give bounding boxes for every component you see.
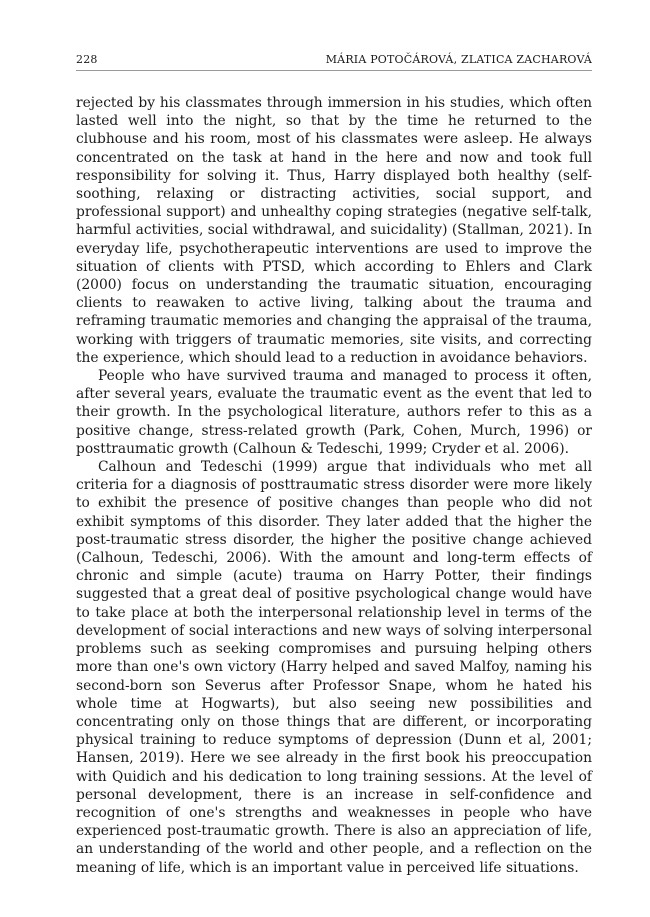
- running-header: [76, 50, 592, 71]
- paragraph-1: rejected by his classmates through immersion in his studies, which often lasted well into the night, so that by the time he returned to the clubhouse and his room, most of his classmates were asleep. He always concentrated on the task at hand in the here and now and took full responsibility for solving it. Thus, Harry displayed both healthy (self-soothing, relaxing or distracting activities, social support, and professional support) and unhealthy coping strategies (negative self-talk, harmful activities, social withdrawal, and suicidality) (Stallman, 2021). In everyday life, psychotherapeutic interventions are used to improve the situation of clients with PTSD, which according to Ehlers and Clark (2000) focus on understanding the traumatic situation, encouraging clients to reawaken to active living, talking about the trauma and reframing traumatic memories and changing the appraisal of the trauma, working with triggers of traumatic memories, site visits, and correcting the experience, which should lead to a reduction in avoidance behaviors.: [76, 95, 592, 366]
- body-text: [76, 94, 592, 877]
- paragraph-3: Calhoun and Tedeschi (1999) argue that individuals who met all criteria for a diagnosis of posttraumatic stress disorder were more likely to exhibit the presence of positive changes than people who did not exhibit symptoms of this disorder. They later added that the higher the post-traumatic stress disorder, the higher the positive change achieved (Calhoun, Tedeschi, 2006). With the amount and long-term effects of chronic and simple (acute) trauma on Harry Potter, their findings suggested that a great deal of positive psychological change would have to take place at both the interpersonal relationship level in terms of the development of social interactions and new ways of solving interpersonal problems such as seeking compromises and pursuing helping others more than one's own victory (Harry helped and saved Malfoy, naming his second-born son Severus after Professor Snape, whom he hated his whole time at Hogwarts), but also seeing new possibilities and concentrating only on those things that are different, or incorporating physical training to reduce symptoms of depression (Dunn et al, 2001; Hansen, 2019). Here we see already in the first book his preoccupation with Quidich and his dedication to long training sessions. At the level of personal development, there is an increase in self-confidence and recognition of one's strengths and weaknesses in people who have experienced post-traumatic growth. There is also an appreciation of life, an understanding of the world and other people, and a reflection on the meaning of life, which is an important value in perceived life situations.: [76, 459, 592, 876]
- page-number: 228: [76, 53, 98, 66]
- running-header-authors: MÁRIA POTOČÁROVÁ, ZLATICA ZACHAROVÁ: [325, 53, 592, 66]
- paragraph-2: People who have survived trauma and managed to process it often, after several years, evaluate the traumatic event as the event that led to their growth. In the psychological literature, authors refer to this as a positive change, stress-related growth (Park, Cohen, Murch, 1996) or posttraumatic growth (Calhoun & Tedeschi, 1999; Cryder et al. 2006).: [76, 368, 592, 457]
